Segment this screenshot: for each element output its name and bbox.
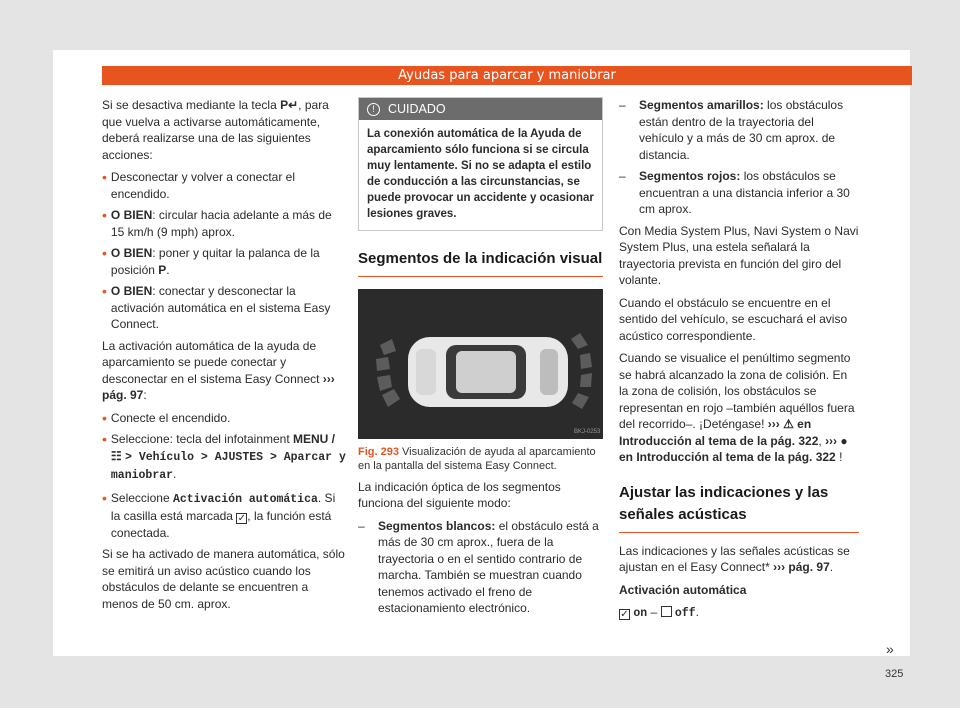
- intro-text-end: , para que vuelva a activarse automáticamente, deberá realizarse una de las siguientes acciones:: [102, 98, 329, 162]
- page-reference-link[interactable]: ››› pág. 97: [102, 371, 335, 402]
- auto-activation-code: Activación automática: [172, 492, 318, 506]
- segments-intro: La indicación óptica de los segmentos funciona del siguiente modo:: [358, 479, 561, 510]
- bullet-body: : circular hacia adelante a más de 15 km/h (9 mph) aprox.: [110, 208, 332, 239]
- figure-caption-text: Visualización de ayuda al aparcamiento en la pantalla del sistema Easy Connect.: [358, 445, 596, 472]
- activation-end: :: [143, 388, 147, 402]
- bullet-dot-icon: •: [102, 283, 107, 299]
- list-item-white: [358, 518, 603, 617]
- caution-icon: !: [367, 103, 380, 116]
- activation-text: La activación automática de la ayuda de aparcamiento se puede conectar y desconectar en el sistema Easy Connect: [102, 338, 320, 386]
- bullet-text: [111, 245, 346, 278]
- menu-key-icon: MENU / ☷: [110, 432, 336, 463]
- note-reference-link[interactable]: ››› ● en Introducción al tema de la pág. 322: [619, 433, 848, 464]
- auto-activation-heading: Activación automática: [619, 582, 747, 597]
- section-title-adjust: Ajustar las indicaciones y las señales acústicas: [619, 482, 859, 533]
- bullet-bold: O BIEN: [110, 208, 153, 222]
- menu-path: > Vehículo > AJUSTES > Aparcar y maniobrar: [110, 450, 346, 482]
- checkbox-checked-icon: ✓: [620, 609, 629, 620]
- bullet-tail: .: [166, 262, 170, 277]
- item-body: el obstáculo está a más de 30 cm aprox., fuera de la trayectoria o en el sentido contrario de marcha. También se muestran cuando tenemos activado el freno de estacionamiento electrónico.: [378, 518, 599, 615]
- auto-text-a: Seleccione: [110, 490, 173, 505]
- bullet-item: [102, 169, 346, 202]
- bullet-text: [111, 207, 346, 240]
- column-left: [102, 97, 346, 618]
- caution-title: CUIDADO: [388, 102, 446, 116]
- off-label: off: [674, 607, 696, 620]
- select-end: .: [173, 467, 177, 481]
- warning-reference-link[interactable]: ››› ⚠ en Introducción al tema de la pág. 322: [619, 417, 819, 448]
- bullet-dot-icon: •: [102, 431, 107, 447]
- intro-text: Si se desactiva mediante la tecla: [102, 98, 281, 112]
- collision-end: !: [835, 450, 843, 464]
- column-right: [619, 97, 859, 629]
- caution-header: [359, 98, 602, 120]
- dash-marker: –: [619, 169, 626, 183]
- park-key-icon: P↵: [280, 98, 299, 112]
- auto-text-c: , la función está conectada.: [110, 509, 332, 540]
- parking-figure: [358, 289, 603, 439]
- bullet-dot-icon: •: [102, 169, 107, 185]
- bullet-item: [102, 283, 346, 333]
- trajectory-paragraph: Con Media System Plus, Navi System o Navi System Plus, una estela señalará la trayectoria prevista en función del giro del volante.: [619, 223, 859, 287]
- adjust-text: Las indicaciones y las señales acústicas se ajustan en el Easy Connect*: [619, 543, 850, 574]
- page-header: Ayudas para aparcar y maniobrar: [102, 66, 912, 85]
- acoustic-paragraph: Si se ha activado de manera automática, sólo se emitirá un aviso acústico cuando los obstáculos de delante se encuentren a menos de 50 cm. aprox.: [102, 547, 345, 611]
- bullet-item: [102, 431, 346, 485]
- adjust-paragraph: [619, 543, 859, 576]
- list-item-red: [619, 168, 859, 218]
- item-label: Segmentos blancos:: [378, 518, 496, 533]
- manual-page: [53, 50, 910, 680]
- select-text: Seleccione: tecla del infotainment: [110, 432, 294, 446]
- bullet-text: Desconectar y volver a conectar el encendido.: [110, 170, 295, 201]
- section-title: Segmentos de la indicación visual: [358, 251, 603, 277]
- item-body: los obstáculos están dentro de la trayectoria del vehículo y a más de 30 cm aprox. de distancia.: [639, 98, 844, 162]
- bullet-text: Conecte el encendido.: [110, 410, 231, 425]
- bullet-text: [111, 490, 346, 542]
- bullet-dot-icon: •: [102, 489, 107, 506]
- collision-sep: ,: [818, 433, 826, 448]
- activation-paragraph: [102, 338, 346, 404]
- list-item-text: [639, 168, 859, 218]
- page-reference-link[interactable]: ››› pág. 97: [773, 560, 830, 574]
- bullet-text: [111, 283, 346, 333]
- bullet-item: [102, 490, 346, 542]
- list-item-yellow: [619, 97, 859, 163]
- obstacle-paragraph: Cuando el obstáculo se encuentre en el sentido del vehículo, se escuchará el aviso acústico correspondiente.: [619, 295, 848, 343]
- bullet-dot-icon: •: [102, 245, 107, 261]
- intro-paragraph: [102, 97, 346, 163]
- bullet-text: [111, 431, 346, 485]
- bullet-dot-icon: •: [102, 207, 107, 223]
- bullet-item: [102, 410, 346, 427]
- on-off-line: ✓ on – off.: [620, 605, 699, 620]
- item-label: Segmentos amarillos:: [639, 98, 764, 112]
- list-item-text: [378, 518, 603, 617]
- bullet-body: : conectar y desconectar la activación automática en el sistema Easy Connect.: [110, 284, 331, 331]
- bullet-item: [102, 245, 346, 278]
- on-label: on: [633, 607, 648, 620]
- checkbox-empty-icon: [661, 606, 672, 617]
- collision-paragraph: [619, 350, 859, 466]
- dash-marker: –: [619, 98, 626, 112]
- checkbox-checked-icon: ✓: [237, 513, 246, 524]
- figure-code: BKJ-0253: [574, 428, 601, 435]
- continue-arrow-icon: »: [886, 641, 894, 657]
- collision-text: Cuando se visualice el penúltimo segmento se habrá alcanzado la zona de colisión. En la zona de colisión, los obstáculos se representan en rojo –también aquéllos fuera del recorrido–. ¡Deténgase!: [619, 351, 855, 431]
- bullet-item: [102, 207, 346, 240]
- car-top-view: [408, 337, 568, 407]
- caution-box: [358, 97, 603, 231]
- bullet-body: : poner y quitar la palanca de la posición: [110, 246, 320, 277]
- column-middle: [358, 97, 603, 622]
- item-label: Segmentos rojos:: [639, 169, 741, 183]
- bullet-dot-icon: •: [102, 409, 107, 426]
- item-body: los obstáculos se encuentran a una distancia inferior a 30 cm aprox.: [639, 169, 850, 216]
- page-number: 325: [885, 668, 904, 680]
- auto-text-b: . Si la casilla está marcada: [110, 490, 336, 523]
- adjust-end: .: [829, 560, 834, 574]
- figure-caption: [358, 445, 603, 473]
- dash-marker: –: [358, 518, 365, 533]
- list-item-text: [639, 97, 859, 163]
- figure-number: Fig. 293: [358, 445, 399, 458]
- bullet-bold: O BIEN: [110, 284, 153, 298]
- bullet-bold-tail: P: [158, 262, 167, 277]
- caution-body: La conexión automática de la Ayuda de aparcamiento sólo funciona si se circula muy lentamente. Si no se adapta el estilo de conducción a las circunstancias, se puede provocar un accidente y ocasionar lesiones graves.: [367, 128, 594, 220]
- bullet-bold: O BIEN: [110, 246, 153, 260]
- parking-display-illustration: [358, 289, 603, 439]
- on-off-separator: –: [647, 605, 661, 619]
